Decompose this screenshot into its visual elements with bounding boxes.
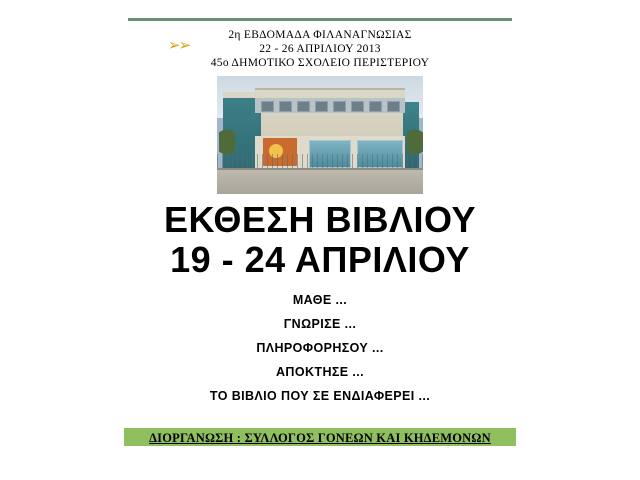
list-item: ΓΝΩΡΙΣΕ ...	[283, 317, 357, 331]
header-line-3: 45ο ΔΗΜΟΤΙΚΟ ΣΧΟΛΕΙΟ ΠΕΡΙΣΤΕΡΙΟΥ	[210, 57, 430, 69]
footer-organizer-text: ΔΙΟΡΓΑΝΩΣΗ : ΣΥΛΛΟΓΟΣ ΓΟΝΕΩΝ ΚΑΙ ΚΗΔΕΜΟΝΩΝ	[149, 431, 491, 445]
header-line-2: 22 - 26 ΑΠΡΙΛΙΟΥ 2013	[259, 43, 381, 55]
bullet-list	[0, 288, 640, 408]
list-item: ΤΟ ΒΙΒΛΙΟ ΠΟΥ ΣΕ ΕΝΔΙΑΦΕΡΕΙ ...	[209, 389, 431, 403]
tree	[219, 128, 235, 168]
poster-header	[128, 28, 512, 70]
window	[315, 101, 328, 112]
window	[279, 101, 292, 112]
pavement	[217, 170, 423, 194]
window	[387, 101, 400, 112]
top-divider	[128, 18, 512, 21]
double-arrow-icon: ➢➢	[168, 37, 190, 54]
list-item: ΑΠΟΚΤΗΣΕ ...	[276, 365, 364, 379]
tree	[407, 128, 423, 168]
photo-illustration	[217, 76, 423, 194]
page-title: ΕΚΘΕΣΗ ΒΙΒΛΙΟΥ	[164, 199, 476, 240]
window	[261, 101, 274, 112]
list-item: ΠΛΗΡΟΦΟΡΗΣΟΥ ...	[256, 341, 384, 355]
window	[333, 101, 346, 112]
window	[351, 101, 364, 112]
list-item: ΜΑΘΕ ...	[292, 293, 348, 307]
page-subtitle-dates: 19 - 24 ΑΠΡΙΛΙΟΥ	[170, 239, 470, 280]
window	[297, 101, 310, 112]
upper-window-band	[255, 98, 405, 113]
window	[369, 101, 382, 112]
header-line-1: 2η ΕΒΔΟΜΑΔΑ ΦΙΛΑΝΑΓΝΩΣΙΑΣ	[228, 29, 412, 41]
school-building-photo	[217, 76, 423, 194]
